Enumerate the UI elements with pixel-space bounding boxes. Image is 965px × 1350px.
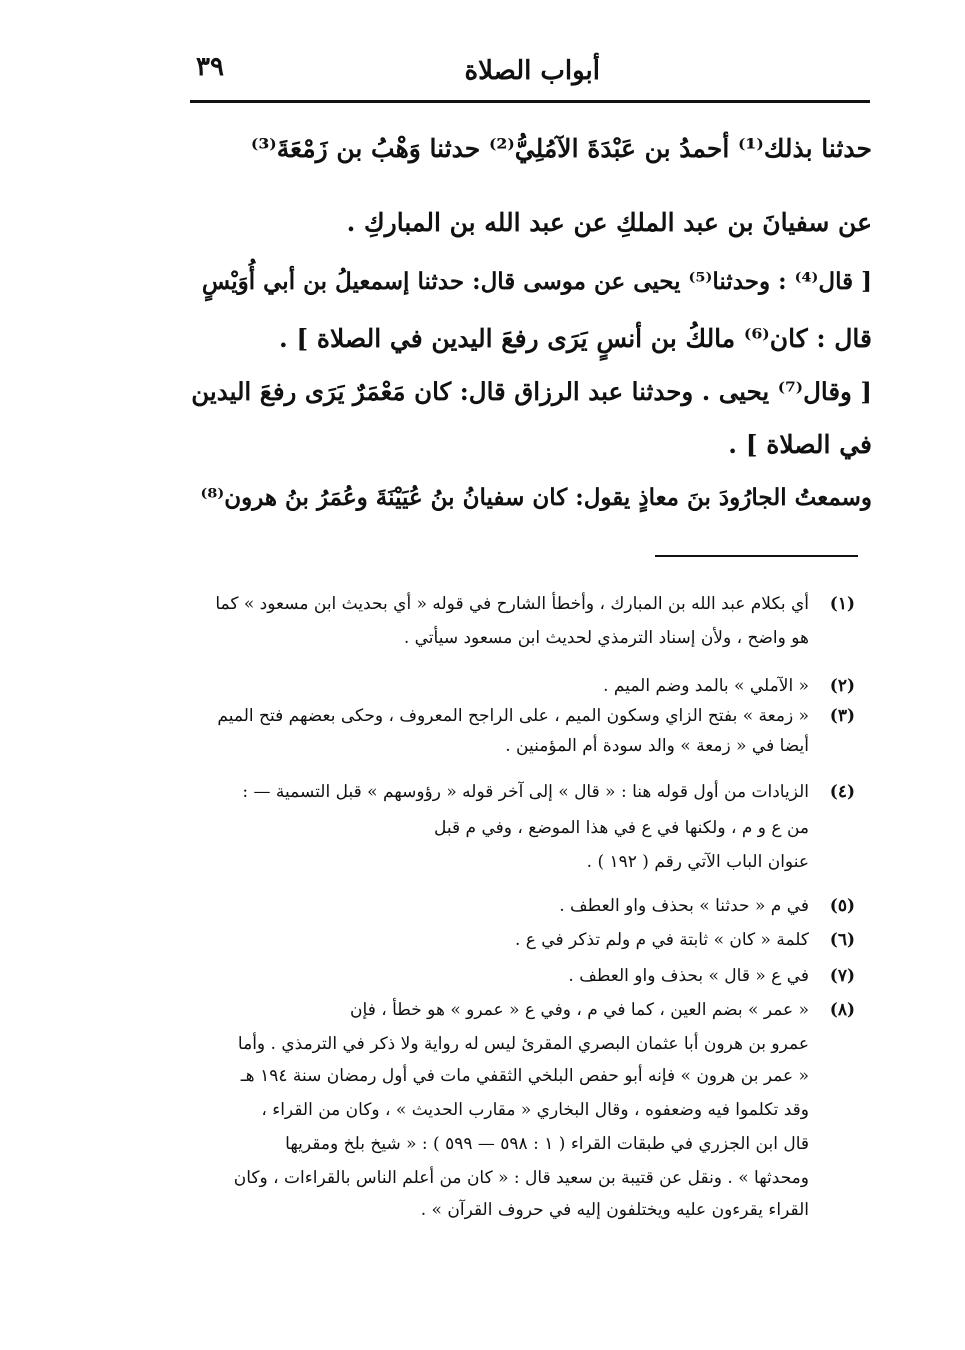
footnote-separator: [655, 555, 858, 557]
footnote-line: الزيادات من أول قوله هنا : « قال » إلى آخر قوله « رؤوسهم » قبل التسمية — :: [242, 782, 809, 802]
main-line: حدثنا بذلك⁽¹⁾ أحمدُ بن عَبْدَةَ الآمُلِيُّ⁽²⁾ حدثنا وَهْبُ بن زَمْعَةَ⁽³⁾: [250, 134, 872, 163]
footnote-line: في م « حدثنا » بحذف واو العطف .: [559, 896, 809, 916]
footnote-line: كلمة « كان » ثابتة في م ولم تذكر في ع .: [514, 930, 809, 950]
main-line: قال : كان⁽⁶⁾ مالكُ بن أنسٍ يَرَى رفعَ اليدين في الصلاة ] .: [278, 324, 872, 353]
footnote-number: (٣): [829, 706, 855, 726]
footnote-line: عمرو بن هرون أبا عثمان البصري المقرئ ليس له رواية ولا ذكر في الترمذي . وأما: [237, 1034, 809, 1054]
main-line: في الصلاة ] .: [728, 430, 872, 459]
footnote-line: من ع و م ، ولكنها في ع في هذا الموضع ، وفي م قبل: [434, 818, 809, 838]
main-line: وسمعتُ الجارُودَ بنَ معاذٍ يقول: كان سفيانُ بنُ عُيَيْنَةَ وعُمَرُ بنُ هرون⁽⁸⁾: [200, 484, 872, 511]
page-header: [190, 50, 870, 96]
footnote-number: (٥): [829, 896, 855, 916]
page-number: ٣٩: [196, 52, 224, 82]
footnote-line: عنوان الباب الآتي رقم ( ١٩٢ ) .: [586, 852, 809, 872]
footnote-line: ومحدثها » . ونقل عن قتيبة بن سعيد قال : « كان من أعلم الناس بالقراءات ، وكان: [233, 1168, 809, 1188]
footnote-number: (٢): [829, 676, 855, 696]
main-line: عن سفيانَ بن عبد الملكِ عن عبد الله بن المباركِ .: [346, 208, 872, 237]
footnote-number: (٨): [829, 1000, 855, 1020]
footnote-line: في ع « قال » بحذف واو العطف .: [568, 966, 809, 986]
footnote-number: (٦): [829, 930, 855, 950]
footnote-line: قال ابن الجزري في طبقات القراء ( ١ : ٥٩٨ — ٥٩٩ ) : « شيخ بلخ ومقريها: [285, 1134, 809, 1154]
footnote-line: « زمعة » بفتح الزاي وسكون الميم ، على الراجح المعروف ، وحكى بعضهم فتح الميم: [217, 706, 809, 726]
footnote-number: (٧): [829, 966, 855, 986]
footnote-line: « عمر بن هرون » فإنه أبو حفص البلخي الثقفي مات في أول رمضان سنة ١٩٤ هـ: [240, 1066, 809, 1086]
footnote-line: وقد تكلموا فيه وضعفوه ، وقال البخاري « مقارب الحديث » ، وكان من القراء ،: [261, 1100, 809, 1120]
footnote-line: أي بكلام عبد الله بن المبارك ، وأخطأ الشارح في قوله « أي بحديث ابن مسعود » كما: [215, 594, 809, 614]
header-rule: [190, 100, 870, 103]
footnote-line: القراء يقرءون عليه ويختلفون إليه في حروف القرآن » .: [420, 1200, 809, 1220]
footnote-line: « الآملي » بالمد وضم الميم .: [603, 676, 809, 696]
running-title: أبواب الصلاة: [464, 56, 600, 86]
footnote-line: أيضا في « زمعة » والد سودة أم المؤمنين .: [505, 736, 809, 756]
footnote-line: « عمر » بضم العين ، كما في م ، وفي ع « عمرو » هو خطأ ، فإن: [350, 1000, 809, 1020]
main-line: [ قال⁽⁴⁾ : وحدثنا⁽⁵⁾ يحيى عن موسى قال: حدثنا إسمعيلُ بن أبي أُوَيْسٍ: [201, 268, 872, 295]
footnote-number: (٤): [829, 782, 855, 802]
footnote-number: (١): [829, 594, 855, 614]
main-line: [ وقال⁽⁷⁾ يحيى . وحدثنا عبد الرزاق قال: كان مَعْمَرٌ يَرَى رفعَ اليدين: [191, 377, 872, 406]
footnote-line: هو واضح ، ولأن إسناد الترمذي لحديث ابن مسعود سيأتي .: [403, 628, 809, 648]
